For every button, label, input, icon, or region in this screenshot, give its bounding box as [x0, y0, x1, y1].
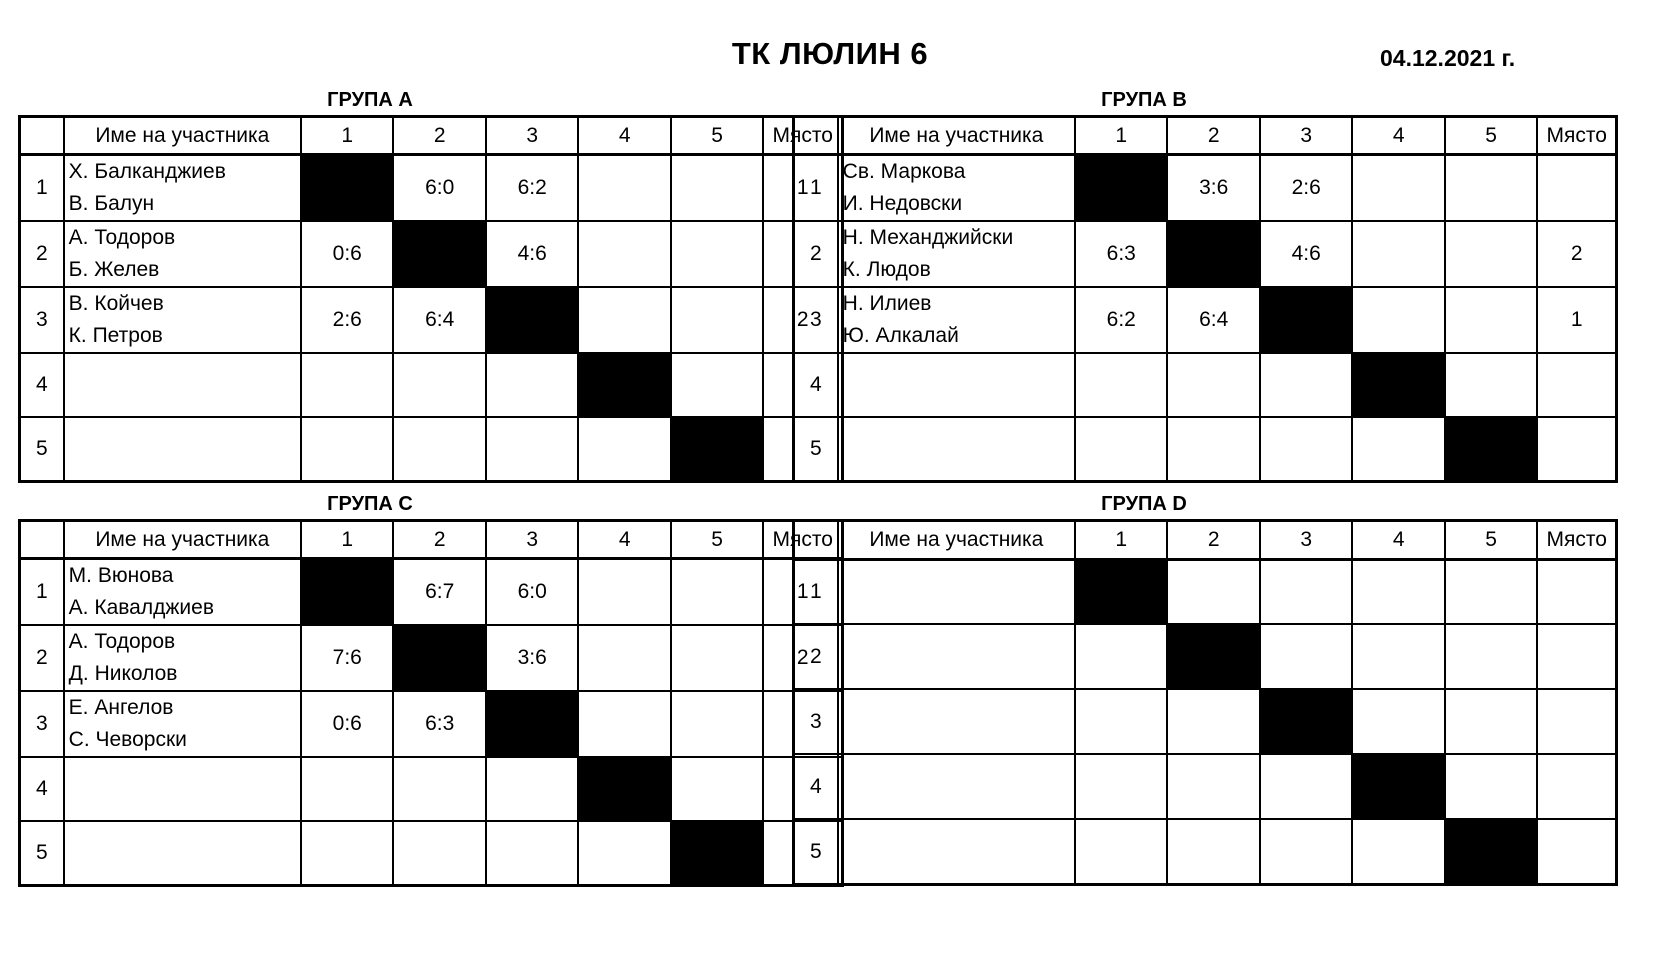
score-cell: 6:4	[393, 287, 485, 353]
score-cell: 3:6	[1167, 155, 1259, 222]
row-number: 5	[794, 819, 838, 884]
score-cell	[578, 559, 670, 626]
self-match-cell	[578, 757, 670, 821]
score-cell	[486, 353, 578, 417]
score-cell	[671, 559, 763, 626]
score-cell	[1352, 819, 1444, 884]
score-cell: 6:0	[393, 155, 485, 222]
score-cell	[1260, 624, 1352, 689]
score-cell	[1445, 624, 1537, 689]
score-cell	[1075, 353, 1167, 417]
player-name: В. Койчев	[68, 292, 164, 315]
place-cell	[1537, 754, 1616, 819]
score-cell	[671, 155, 763, 222]
opponent-column-header: 3	[1260, 521, 1352, 560]
score-cell	[1445, 155, 1537, 222]
score-cell	[1260, 754, 1352, 819]
table-row	[794, 287, 1617, 353]
score-cell	[578, 821, 670, 885]
participant-names	[64, 417, 301, 481]
score-cell	[1167, 559, 1259, 624]
score-cell	[1445, 559, 1537, 624]
score-cell	[1352, 287, 1444, 353]
participant-names	[838, 417, 1075, 481]
score-cell	[578, 625, 670, 691]
score-cell	[1445, 287, 1537, 353]
self-match-cell	[671, 821, 763, 885]
participant-names	[838, 559, 1075, 624]
player-name: Х. Балканджиев	[68, 160, 226, 183]
place-column-header: Място	[763, 117, 842, 155]
player-name: А. Тодоров	[68, 226, 176, 249]
place-cell: 1	[763, 559, 842, 626]
group-title: ГРУПА D	[1101, 493, 1187, 515]
self-match-cell	[1167, 221, 1259, 287]
participant-names	[838, 754, 1075, 819]
self-match-cell	[1445, 819, 1537, 884]
score-cell	[1260, 819, 1352, 884]
score-cell: 0:6	[301, 691, 393, 757]
opponent-column-header: 2	[393, 521, 485, 559]
row-number: 1	[20, 559, 64, 626]
score-cell: 6:3	[1075, 221, 1167, 287]
table-row	[20, 417, 843, 481]
score-cell	[1075, 417, 1167, 481]
score-cell	[1352, 221, 1444, 287]
header-row	[20, 117, 843, 155]
place-column-header: Място	[1537, 117, 1616, 155]
participant-names	[838, 221, 1075, 287]
table-row	[20, 155, 843, 222]
tournament-date: 04.12.2021 г.	[1380, 45, 1516, 71]
place-column-header: Място	[763, 521, 842, 559]
group-grid	[792, 519, 1618, 886]
player-name: А. Кавалджиев	[68, 596, 214, 619]
row-number: 2	[20, 221, 64, 287]
participant-names	[838, 155, 1075, 222]
score-cell	[301, 417, 393, 481]
score-cell	[1445, 221, 1537, 287]
player-name: К. Петров	[68, 324, 163, 347]
player-name: С. Чеворски	[68, 728, 187, 751]
self-match-cell	[1352, 353, 1444, 417]
self-match-cell	[1167, 624, 1259, 689]
table-row	[20, 757, 843, 821]
group-grid	[18, 115, 844, 483]
score-cell	[1075, 689, 1167, 754]
self-match-cell	[1260, 287, 1352, 353]
table-row	[20, 691, 843, 757]
opponent-column-header: 1	[1075, 521, 1167, 560]
opponent-column-header: 5	[671, 117, 763, 155]
score-cell	[301, 821, 393, 885]
participant-names	[64, 821, 301, 885]
score-cell: 6:2	[1075, 287, 1167, 353]
score-cell: 6:4	[1167, 287, 1259, 353]
table-row	[794, 221, 1617, 287]
row-number: 3	[794, 689, 838, 754]
opponent-column-header: 1	[1075, 117, 1167, 155]
score-cell	[1260, 417, 1352, 481]
table-row	[20, 287, 843, 353]
participant-names	[838, 353, 1075, 417]
score-cell	[393, 757, 485, 821]
row-number: 3	[20, 691, 64, 757]
row-number: 2	[20, 625, 64, 691]
row-number: 1	[794, 559, 838, 624]
score-cell	[1075, 819, 1167, 884]
table-row	[794, 559, 1617, 624]
score-cell	[1352, 689, 1444, 754]
score-cell	[1167, 754, 1259, 819]
place-cell	[1537, 689, 1616, 754]
participant-names	[838, 689, 1075, 754]
score-cell	[671, 353, 763, 417]
self-match-cell	[393, 221, 485, 287]
player-name: М. Вюнова	[68, 564, 174, 587]
score-cell	[671, 691, 763, 757]
score-cell	[578, 287, 670, 353]
name-column-header: Име на участника	[838, 521, 1075, 560]
place-cell	[1537, 819, 1616, 884]
row-number: 4	[20, 757, 64, 821]
participant-names	[64, 353, 301, 417]
group-grid	[792, 115, 1618, 483]
header-row	[20, 521, 843, 559]
score-cell: 7:6	[301, 625, 393, 691]
row-number: 5	[20, 417, 64, 481]
score-cell	[1075, 754, 1167, 819]
row-number: 2	[794, 624, 838, 689]
opponent-column-header: 4	[578, 117, 670, 155]
participant-names	[64, 155, 301, 222]
self-match-cell	[1260, 689, 1352, 754]
player-name: Б. Желев	[68, 258, 160, 281]
opponent-column-header: 1	[301, 117, 393, 155]
header-row	[794, 117, 1617, 155]
player-name: Н. Механджийски	[842, 226, 1014, 249]
score-cell	[1075, 624, 1167, 689]
score-cell	[671, 625, 763, 691]
participant-names	[64, 757, 301, 821]
score-cell	[1352, 155, 1444, 222]
score-cell: 6:7	[393, 559, 485, 626]
self-match-cell	[393, 625, 485, 691]
score-cell	[578, 691, 670, 757]
group-title: ГРУПА А	[327, 89, 413, 111]
score-cell: 6:0	[486, 559, 578, 626]
score-cell	[1260, 353, 1352, 417]
player-name: Е. Ангелов	[68, 696, 174, 719]
player-name: И. Недовски	[842, 192, 963, 215]
opponent-column-header: 3	[486, 521, 578, 559]
row-number: 2	[794, 221, 838, 287]
score-cell	[393, 353, 485, 417]
table-row	[794, 417, 1617, 481]
score-cell	[1445, 754, 1537, 819]
player-name: А. Тодоров	[68, 630, 176, 653]
table-row	[794, 155, 1617, 222]
table-row	[20, 625, 843, 691]
row-number: 3	[794, 287, 838, 353]
opponent-column-header: 2	[393, 117, 485, 155]
score-cell: 4:6	[486, 221, 578, 287]
opponent-column-header: 2	[1167, 521, 1259, 560]
score-cell: 2:6	[301, 287, 393, 353]
row-number: 5	[794, 417, 838, 481]
table-row	[794, 754, 1617, 819]
self-match-cell	[301, 155, 393, 222]
self-match-cell	[301, 559, 393, 626]
row-number: 3	[20, 287, 64, 353]
opponent-column-header: 3	[1260, 117, 1352, 155]
score-cell	[301, 353, 393, 417]
player-name: К. Людов	[842, 258, 931, 281]
participant-names	[838, 819, 1075, 884]
player-name: В. Балун	[68, 192, 155, 215]
score-cell	[671, 221, 763, 287]
opponent-column-header: 5	[1445, 117, 1537, 155]
header-row	[794, 521, 1617, 560]
table-row	[794, 689, 1617, 754]
corner-cell	[20, 521, 64, 559]
opponent-column-header: 5	[671, 521, 763, 559]
player-name: Ю. Алкалай	[842, 324, 959, 347]
place-cell	[1537, 353, 1616, 417]
score-cell: 4:6	[1260, 221, 1352, 287]
table-row	[794, 624, 1617, 689]
place-cell	[1537, 559, 1616, 624]
place-cell	[1537, 155, 1616, 222]
score-cell: 6:2	[486, 155, 578, 222]
self-match-cell	[578, 353, 670, 417]
participant-names	[64, 221, 301, 287]
self-match-cell	[1445, 417, 1537, 481]
group-b-table	[792, 115, 1618, 482]
player-name: Н. Илиев	[842, 292, 932, 315]
place-column-header: Място	[1537, 521, 1616, 560]
place-cell: 1	[1537, 287, 1616, 353]
group-title: ГРУПА С	[327, 493, 413, 515]
place-cell: 2	[763, 625, 842, 691]
opponent-column-header: 3	[486, 117, 578, 155]
row-number: 4	[794, 353, 838, 417]
score-cell: 3:6	[486, 625, 578, 691]
score-cell	[671, 757, 763, 821]
self-match-cell	[486, 287, 578, 353]
place-cell	[1537, 417, 1616, 481]
score-cell: 2:6	[1260, 155, 1352, 222]
table-row	[20, 353, 843, 417]
name-column-header: Име на участника	[838, 117, 1075, 155]
corner-cell	[20, 117, 64, 155]
score-cell	[1167, 417, 1259, 481]
participant-names	[64, 691, 301, 757]
corner-cell	[794, 117, 838, 155]
score-cell	[393, 821, 485, 885]
page-title: ТК ЛЮЛИН 6	[731, 36, 929, 71]
score-cell	[1167, 353, 1259, 417]
opponent-column-header: 2	[1167, 117, 1259, 155]
score-cell	[578, 155, 670, 222]
self-match-cell	[1075, 559, 1167, 624]
place-cell: 2	[1537, 221, 1616, 287]
row-number: 1	[794, 155, 838, 222]
place-cell	[1537, 624, 1616, 689]
score-cell	[1167, 689, 1259, 754]
table-row	[794, 353, 1617, 417]
opponent-column-header: 4	[1352, 521, 1444, 560]
score-cell	[486, 821, 578, 885]
score-cell	[1352, 417, 1444, 481]
participant-names	[64, 559, 301, 626]
score-cell	[1445, 353, 1537, 417]
score-cell	[1260, 559, 1352, 624]
table-row	[20, 559, 843, 626]
score-cell	[1445, 689, 1537, 754]
row-number: 4	[20, 353, 64, 417]
opponent-column-header: 4	[1352, 117, 1444, 155]
score-cell	[1352, 559, 1444, 624]
corner-cell	[794, 521, 838, 560]
opponent-column-header: 5	[1445, 521, 1537, 560]
score-cell	[578, 221, 670, 287]
score-cell	[393, 417, 485, 481]
name-column-header: Име на участника	[64, 521, 301, 559]
player-name: Д. Николов	[68, 662, 178, 685]
self-match-cell	[1352, 754, 1444, 819]
participant-names	[838, 624, 1075, 689]
score-cell	[1352, 624, 1444, 689]
score-cell	[671, 287, 763, 353]
score-cell: 6:3	[393, 691, 485, 757]
group-a-table	[18, 115, 844, 482]
player-name: Св. Маркова	[842, 160, 966, 183]
opponent-column-header: 1	[301, 521, 393, 559]
name-column-header: Име на участника	[64, 117, 301, 155]
row-number: 5	[20, 821, 64, 885]
self-match-cell	[486, 691, 578, 757]
score-cell	[1167, 819, 1259, 884]
self-match-cell	[671, 417, 763, 481]
score-cell	[301, 757, 393, 821]
score-cell	[486, 417, 578, 481]
participant-names	[64, 287, 301, 353]
group-c-table	[18, 519, 844, 886]
group-d-table	[792, 519, 1618, 886]
row-number: 4	[794, 754, 838, 819]
group-title: ГРУПА В	[1101, 89, 1187, 111]
table-row	[20, 221, 843, 287]
table-row	[20, 821, 843, 885]
participant-names	[838, 287, 1075, 353]
self-match-cell	[1075, 155, 1167, 222]
table-row	[794, 819, 1617, 884]
score-cell	[486, 757, 578, 821]
group-grid	[18, 519, 844, 887]
score-cell	[578, 417, 670, 481]
row-number: 1	[20, 155, 64, 222]
opponent-column-header: 4	[578, 521, 670, 559]
place-cell: 1	[763, 155, 842, 222]
participant-names	[64, 625, 301, 691]
place-cell: 2	[763, 287, 842, 353]
score-cell: 0:6	[301, 221, 393, 287]
